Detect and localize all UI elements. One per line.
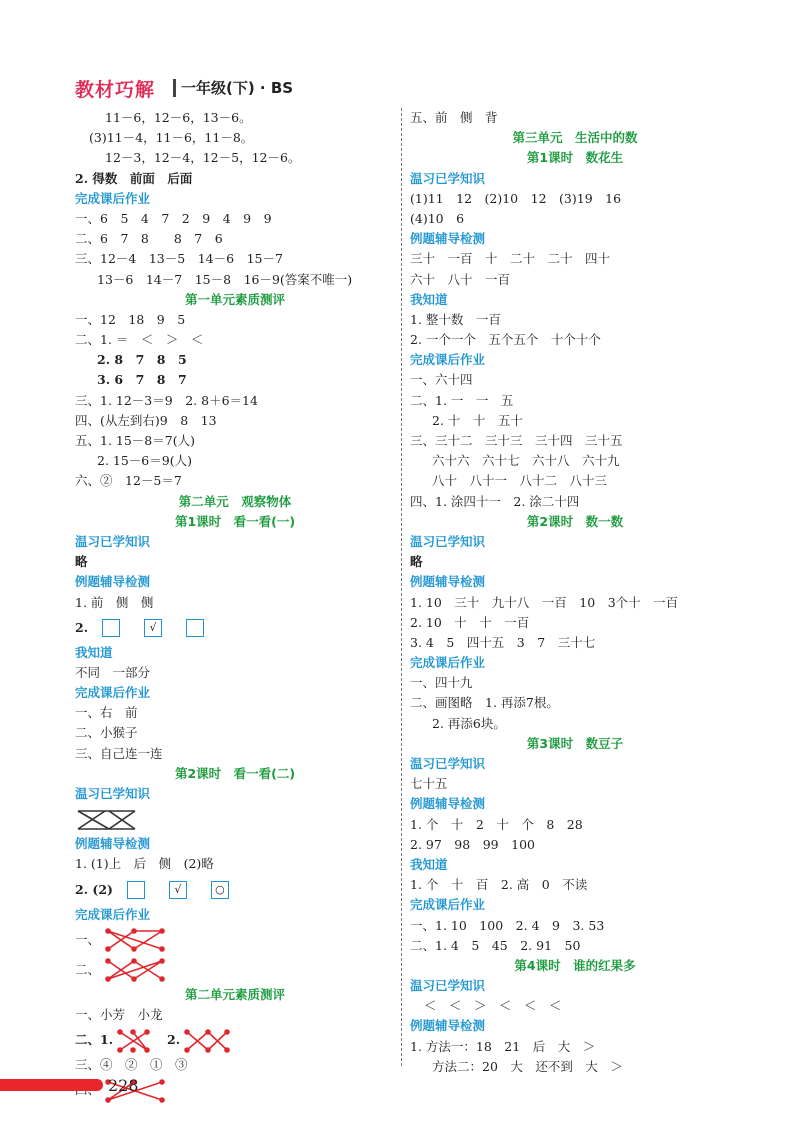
answer-line: 1. 前 侧 侧 xyxy=(75,594,154,610)
section-heading: 温习已学知识 xyxy=(410,533,486,549)
red-matching-lines-icon xyxy=(104,957,168,983)
answer-line: ＜ ＜ ＞ ＜ ＜ ＜ xyxy=(424,998,562,1014)
answer-line: 四、(从左到右)9 8 13 xyxy=(75,412,217,428)
answer-line-diagram xyxy=(75,1025,395,1055)
answer-line: 略 xyxy=(75,554,88,570)
footer-accent-bar xyxy=(0,1079,103,1091)
section-heading: 完成课后作业 xyxy=(75,906,151,922)
answer-line: 二、1. 4 5 45 2. 91 50 xyxy=(410,937,581,953)
answer-line: 二、1. 一 一 五 xyxy=(410,392,514,408)
item-number: 2. xyxy=(167,1032,181,1048)
red-matching-lines-icon xyxy=(104,927,168,953)
section-heading: 例题辅导检测 xyxy=(75,574,151,590)
answer-line: 3. 4 5 四十五 3 7 三十七 xyxy=(410,634,596,650)
answer-line: 二、1. ＝ ＜ ＞ ＜ xyxy=(75,332,204,348)
answer-line-boxes xyxy=(75,875,395,905)
section-heading: 我知道 xyxy=(410,291,448,307)
answer-box-empty xyxy=(186,619,204,637)
answer-line: 1. (1)上 后 侧 (2)略 xyxy=(75,856,214,872)
unit-heading: 第二单元素质测评 xyxy=(184,986,285,1002)
section-heading: 例题辅导检测 xyxy=(410,796,486,812)
answer-line: 一、右 前 xyxy=(75,705,138,721)
matching-lines-icon xyxy=(75,807,139,833)
answer-line: 2. 15－6＝9(人) xyxy=(97,453,192,469)
red-cross-lines-icon xyxy=(117,1029,151,1053)
right-column xyxy=(410,108,740,1077)
answer-line: 一、1. 10 100 2. 4 9 3. 53 xyxy=(410,917,605,933)
header-separator xyxy=(173,79,176,97)
section-heading: 完成课后作业 xyxy=(410,655,486,671)
answer-line: 一、四十九 xyxy=(410,675,473,691)
item-number: 2. xyxy=(75,619,89,635)
answer-line: 13－6 14－7 15－8 16－9(答案不唯一) xyxy=(97,271,353,287)
lesson-heading: 第1课时 数花生 xyxy=(526,150,624,166)
section-heading: 完成课后作业 xyxy=(75,685,151,701)
section-heading: 温习已学知识 xyxy=(410,978,486,994)
answer-line: 略 xyxy=(410,554,423,570)
lesson-heading: 第4课时 谁的红果多 xyxy=(514,957,636,973)
answer-line: 不同 一部分 xyxy=(75,664,151,680)
answer-line: 二、6 7 8 8 7 6 xyxy=(75,231,223,247)
answer-line: 2. 8 7 8 5 xyxy=(97,352,187,368)
answer-line-diagram xyxy=(75,925,395,955)
section-heading: 完成课后作业 xyxy=(75,190,151,206)
answer-line: 11－6，12－6，13－6。 xyxy=(105,110,252,125)
matching-diagram xyxy=(75,804,395,834)
left-column xyxy=(75,108,395,1105)
answer-line: 二、画图略 1. 再添7根。 xyxy=(410,695,559,711)
answer-line: 2. 得数 前面 后面 xyxy=(75,170,193,186)
unit-heading: 第三单元 生活中的数 xyxy=(512,130,638,146)
answer-line: (3)11－4，11－6，11－8。 xyxy=(89,130,254,146)
answer-line: 四、1. 涂四十一 2. 涂二十四 xyxy=(410,493,580,509)
section-heading: 我知道 xyxy=(75,644,113,660)
lesson-heading: 第2课时 数一数 xyxy=(526,513,624,529)
section-heading: 温习已学知识 xyxy=(75,786,151,801)
answer-line: (4)10 6 xyxy=(410,210,465,226)
answer-line: 方法二：20 大 还不到 大 ＞ xyxy=(432,1058,623,1074)
item-number: 一、 xyxy=(75,931,101,947)
answer-line: 五、1. 15－8＝7(人) xyxy=(75,433,195,448)
answer-line: 1. 整十数 一百 xyxy=(410,311,501,327)
answer-line: (1)11 12 (2)10 12 (3)19 16 xyxy=(410,190,622,206)
answer-line: 2. 再添6块。 xyxy=(432,715,506,731)
answer-line: 五、前 侧 背 xyxy=(410,110,498,125)
answer-box-empty xyxy=(102,619,120,637)
brand-title: 教材巧解 xyxy=(75,79,156,101)
lesson-heading: 第1课时 看一看(一) xyxy=(174,513,296,529)
answer-line: 1. 10 三十 九十八 一百 10 3个十 一百 xyxy=(410,594,679,610)
item-number: 2. (2) xyxy=(75,881,113,897)
red-cross-lines-icon xyxy=(184,1029,230,1053)
answer-line: 三十 一百 十 二十 二十 四十 xyxy=(410,251,611,267)
section-heading: 例题辅导检测 xyxy=(410,1018,486,1034)
answer-line: 三、1. 12－3＝9 2. 8＋6＝14 xyxy=(75,392,258,408)
answer-line: 一、12 18 9 5 xyxy=(75,311,186,327)
unit-heading: 第一单元素质测评 xyxy=(184,291,285,307)
answer-line: 三、12－4 13－5 14－6 15－7 xyxy=(75,251,283,267)
answer-line: 1. 个 十 2 十 个 8 28 xyxy=(410,816,583,832)
answer-line: 二、小猴子 xyxy=(75,725,138,741)
answer-box-circle: ○ xyxy=(211,881,229,899)
section-heading: 温习已学知识 xyxy=(75,533,151,549)
answer-line: 2. 十 十 五十 xyxy=(432,412,523,428)
item-number: 二、1. xyxy=(75,1032,114,1048)
answer-line: 2. 一个一个 五个五个 十个十个 xyxy=(410,332,601,348)
answer-line: 一、小芳 小龙 xyxy=(75,1006,163,1022)
answer-box-empty xyxy=(127,881,145,899)
answer-line: 六十六 六十七 六十八 六十九 xyxy=(432,453,620,469)
unit-heading: 第二单元 观察物体 xyxy=(178,493,292,509)
section-heading: 我知道 xyxy=(410,856,448,872)
answer-line: 2. 97 98 99 100 xyxy=(410,836,535,852)
section-heading: 温习已学知识 xyxy=(410,756,486,771)
answer-line: 一、6 5 4 7 2 9 4 9 9 xyxy=(75,210,272,226)
answer-line: 三、④ ② ① ③ xyxy=(75,1057,188,1073)
answer-line: 三、三十二 三十三 三十四 三十五 xyxy=(410,433,623,448)
answer-line: 1. 个 十 百 2. 高 0 不读 xyxy=(410,877,588,893)
answer-line: 六十 八十 一百 xyxy=(410,271,511,287)
answer-line: 八十 八十一 八十二 八十三 xyxy=(432,473,608,489)
answer-box-checked: √ xyxy=(169,881,187,899)
answer-line: 七十五 xyxy=(410,776,448,792)
answer-line: 三、自己连一连 xyxy=(75,745,163,761)
answer-line-diagram xyxy=(75,955,395,985)
item-number: 二、 xyxy=(75,961,101,977)
grade-label: 一年级(下) · BS xyxy=(181,79,294,97)
section-heading: 温习已学知识 xyxy=(410,170,486,186)
answer-line-boxes xyxy=(75,613,395,643)
answer-line: 2. 10 十 十 一百 xyxy=(410,614,530,630)
lesson-heading: 第3课时 数豆子 xyxy=(526,735,624,751)
section-heading: 完成课后作业 xyxy=(410,352,486,368)
section-heading: 例题辅导检测 xyxy=(410,231,486,247)
answer-line: 3. 6 7 8 7 xyxy=(97,372,187,388)
answer-line: 1. 方法一：18 21 后 大 ＞ xyxy=(410,1038,596,1054)
answer-line: 六、② 12－5＝7 xyxy=(75,473,182,489)
column-divider xyxy=(401,108,402,1066)
answer-line: 一、六十四 xyxy=(410,372,473,388)
section-heading: 完成课后作业 xyxy=(410,897,486,913)
answer-box-checked: √ xyxy=(144,619,162,637)
section-heading: 例题辅导检测 xyxy=(75,836,151,852)
lesson-heading: 第2课时 看一看(二) xyxy=(174,765,296,781)
section-heading: 例题辅导检测 xyxy=(410,574,486,590)
answer-line: 12－3，12－4，12－5，12－6。 xyxy=(105,150,301,166)
page-number: 228 xyxy=(108,1076,139,1095)
